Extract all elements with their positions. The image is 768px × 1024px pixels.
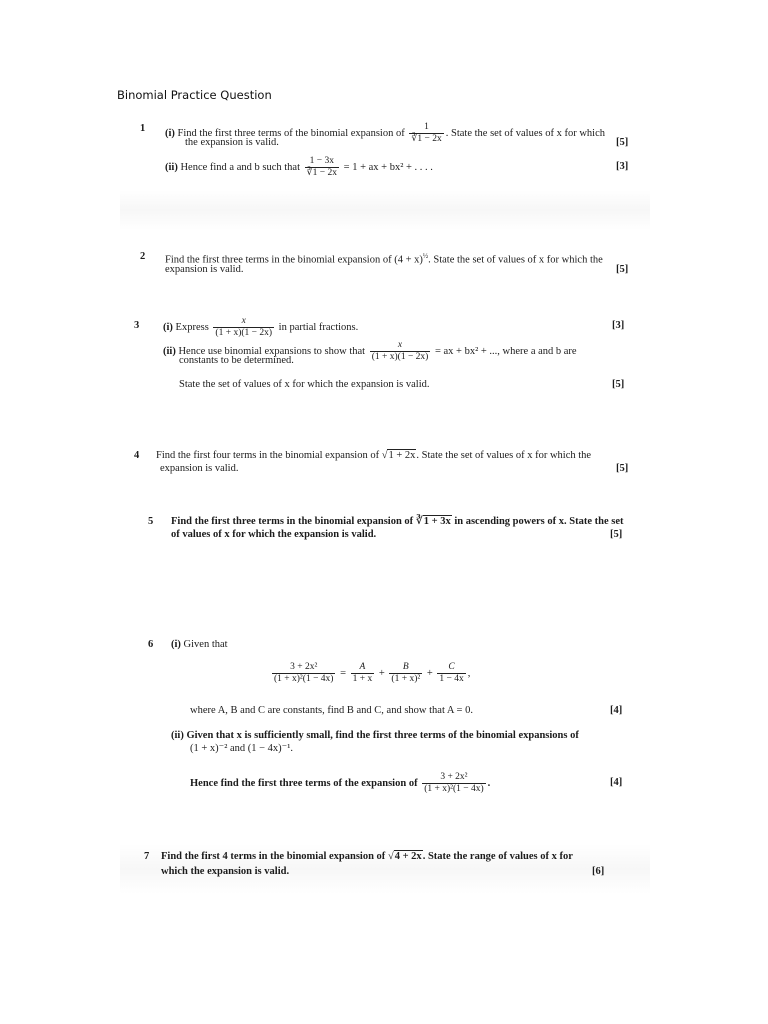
- sqrt-radicand: 1 + 2x: [388, 450, 416, 461]
- fraction-denominator: (1 + x)(1 − 2x): [215, 328, 273, 338]
- fraction-numerator: x: [213, 316, 274, 328]
- question-4: [134, 449, 630, 479]
- fraction-numerator: B: [389, 662, 422, 674]
- sqrt-radicand: 4 + 2x: [394, 851, 422, 862]
- q1-i-text-cont: . State the set of values of x for which: [445, 127, 605, 139]
- q1-i-text-line2: the expansion is valid.: [185, 137, 279, 148]
- q7-text-line2: which the expansion is valid.: [161, 866, 290, 877]
- q1-part-ii: [165, 156, 433, 179]
- fraction-numerator: 3 + 2x²: [422, 772, 485, 784]
- q1-ii-text-cont: = 1 + ax + bx² + . . . .: [343, 161, 433, 173]
- q5-text-line2: of values of x for which the expansion is valid.: [171, 529, 377, 540]
- q3-ii-text-line2: constants to be determined.: [179, 355, 294, 366]
- eq-term-b: [389, 662, 422, 685]
- fraction-numerator: 3 + 2x²: [272, 662, 335, 674]
- part-label: (ii): [171, 730, 184, 741]
- q1-i-text: Find the first three terms of the binomial expansion of: [177, 127, 405, 139]
- marks: [5]: [616, 264, 629, 275]
- cbrt-radicand: 1 + 3x: [423, 516, 451, 527]
- marks: [5]: [610, 529, 623, 540]
- part-label: (ii): [163, 345, 176, 357]
- q1-ii-text: Hence find a and b such that: [180, 161, 300, 173]
- part-label: (i): [171, 639, 181, 650]
- q4-text-b: . State the set of values of x for which the: [416, 450, 592, 461]
- fraction-denominator: 1 + x: [352, 674, 373, 684]
- q4-text-line2: expansion is valid.: [160, 463, 239, 474]
- question-number: 3: [134, 320, 140, 331]
- question-number: 7: [144, 851, 150, 862]
- question-1: [140, 122, 630, 182]
- part-label: (i): [163, 321, 173, 333]
- q3-i-text-cont: in partial fractions.: [278, 321, 359, 333]
- q6-ii-text: Given that x is sufficiently small, find the first three terms of the binomial expansions of: [186, 730, 579, 741]
- marks: [3]: [616, 161, 629, 172]
- q4-text-a: Find the first four terms in the binomial expansion of: [156, 450, 380, 461]
- q3-fraction: [213, 316, 274, 339]
- marks: [3]: [612, 320, 625, 331]
- question-number: 6: [148, 639, 154, 650]
- q3-ii-text-line3: State the set of values of x for which the expansion is valid.: [179, 379, 430, 390]
- question-6: [148, 638, 630, 798]
- q3-ii-text: Hence use binomial expansions to show that: [178, 345, 366, 357]
- q6-ii-text-line2: (1 + x)⁻² and (1 − 4x)⁻¹.: [190, 743, 293, 754]
- question-number: 5: [148, 516, 154, 527]
- q3-i-text: Express: [175, 321, 209, 333]
- scan-band: [120, 190, 650, 230]
- exponent: ½: [422, 252, 429, 260]
- q5-text-b: in ascending powers of x. State the set: [454, 516, 624, 527]
- part-label: (i): [165, 127, 175, 139]
- question-7: [144, 850, 630, 880]
- marks: [5]: [612, 379, 625, 390]
- q7-text-a: Find the first 4 terms in the binomial expansion of: [161, 851, 386, 862]
- fraction-denominator: (1 + x)²: [391, 674, 421, 684]
- question-number: 1: [140, 123, 146, 134]
- fraction-denominator: (1 + x)²(1 − 4x): [274, 674, 334, 684]
- question-number: 4: [134, 450, 140, 461]
- fraction-numerator: 1: [409, 122, 443, 134]
- q3-ii-fraction: [370, 340, 431, 363]
- marks: [4]: [610, 705, 623, 716]
- fraction-denominator: (1 + x)²(1 − 4x): [424, 784, 484, 794]
- question-3: [134, 316, 630, 396]
- q7-text: Find the first 4 terms in the binomial expansion of √4 + 2x. State the range of values of x for: [161, 851, 573, 862]
- marks: [5]: [616, 137, 629, 148]
- q6-part-i: [171, 638, 228, 651]
- fraction-denominator: (1 + x)(1 − 2x): [371, 352, 429, 362]
- fraction-numerator: A: [351, 662, 375, 674]
- q6-i-text: Given that: [183, 639, 228, 650]
- q7-text-b: . State the range of values of x for: [422, 851, 573, 862]
- q5-text-a: Find the first three terms in the binomial expansion of: [171, 516, 414, 527]
- q1-fraction: [409, 122, 443, 145]
- marks: [5]: [616, 463, 629, 474]
- q4-text: Find the first four terms in the binomial expansion of √1 + 2x. State the set of values of x for which the: [156, 450, 592, 461]
- part-label: (ii): [165, 161, 178, 173]
- q2-text-b: . State the set of values of x for which the: [428, 254, 603, 266]
- q3-part-i: [163, 316, 358, 339]
- q6-part-ii: [171, 729, 579, 742]
- fraction-denominator: ∛1 − 2x: [411, 134, 442, 144]
- eq-term-a: [351, 662, 375, 685]
- page-title: Binomial Practice Question: [117, 88, 272, 102]
- q6-ii-text-c: Hence find the first three terms of the expansion of: [190, 777, 418, 789]
- q6-ii-fraction: [422, 772, 485, 795]
- q2-text-line2: expansion is valid.: [165, 264, 244, 275]
- question-2: [140, 250, 630, 280]
- q6-i-text-line2: where A, B and C are constants, find B and C, and show that A = 0.: [190, 705, 473, 716]
- marks: [4]: [610, 777, 623, 788]
- q5-text: Find the first three terms in the binomial expansion of ∛1 + 3x in ascending powers of x. State the set: [171, 516, 624, 527]
- marks: [6]: [592, 866, 605, 877]
- q6-equation: $\frac{\text{3 + 2x²}}{\text{(1 + x)²(1 − 4x)}}$ = $\frac{A}{1 + x}$ + $\frac{B}{\text{(1 + x)²}}$ + $\frac{C}{1 - 4x}$ ,: [274, 662, 471, 684]
- fraction-numerator: 1 − 3x: [305, 156, 339, 168]
- q2-text-a: Find the first three terms in the binomial expansion of (4 + x): [165, 254, 423, 266]
- fraction-numerator: C: [437, 662, 465, 674]
- question-number: 2: [140, 251, 146, 262]
- q3-ii-text-cont: = ax + bx² + ..., where a and b are: [434, 345, 577, 357]
- fraction-denominator: ∛1 − 2x: [306, 168, 338, 178]
- q6-ii-text-line3: Hence find the first three terms of the expansion of $\frac{\text{3 + 2x²}}{\text{(1 + x)²(1 − 4x)}}$ .: [190, 772, 491, 794]
- q1-ii-fraction: [305, 156, 339, 179]
- fraction-denominator: 1 − 4x: [439, 674, 464, 684]
- eq-term-c: [437, 662, 465, 685]
- question-5: [148, 515, 630, 545]
- fraction-numerator: x: [370, 340, 431, 352]
- eq-lhs: [272, 662, 335, 685]
